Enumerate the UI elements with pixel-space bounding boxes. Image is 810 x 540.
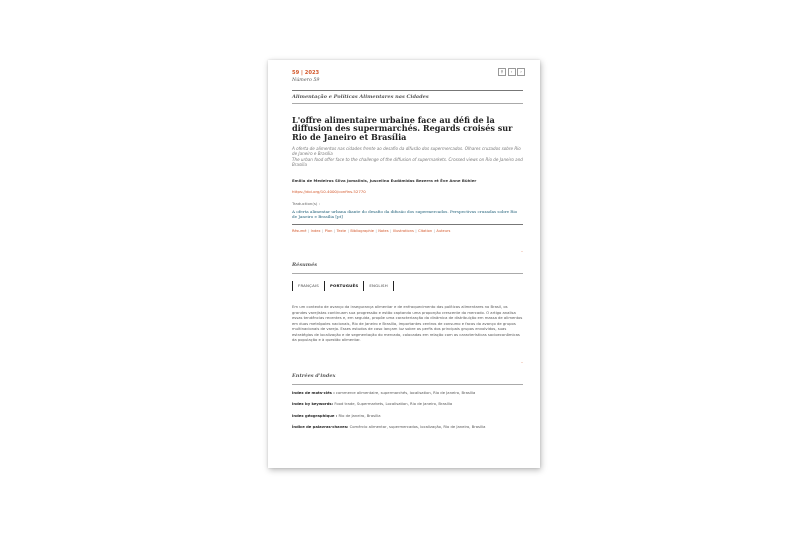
index-value[interactable]: Comércio alimentar, supermercados, localização, Rio de Janeiro, Brasília bbox=[349, 425, 486, 430]
menu-item-bibliographie[interactable]: Bibliographie bbox=[350, 229, 375, 234]
article-authors[interactable]: Emilia de Medeiros Silva Jomalinis, Juscelino Eudâmidas Bezerra et Ève Anne Bühler bbox=[292, 177, 477, 183]
section-title[interactable]: Alimentação e Políticas Alimentares nas Cidades bbox=[292, 94, 429, 100]
search-icon[interactable]: ⚲ bbox=[498, 68, 506, 76]
article-menu: Résumé | Index | Plan | Texte | Bibliographie | Notes | Illustrations | Citation | Auteurs bbox=[292, 224, 523, 233]
menu-item-plan[interactable]: Plan bbox=[324, 229, 333, 234]
index-label: Index de mots-clés : bbox=[292, 390, 335, 395]
alternate-titles bbox=[292, 146, 523, 168]
doi-link[interactable]: https://doi.org/10.4000/confins.52770 bbox=[292, 188, 366, 194]
abstract-text: Em um contexto de avanço da insegurança alimentar e de enfraquecimento das políticas alimentares no Brasil, os grandes varejistas continuam sua progressão e estão captando uma proporção crescente do mercado. O artigo analisa essas tendências recentes e, em seguida, propõe uma caracterização da dinâmica de distribuição em massa de alimentos em duas metrópoles nacionais, Rio de Janeiro e Brasília, importantes centros de consumo e facos do avanço de grupos multinacionais de varejo. Esses estudos de caso lançam luz sobre os perfis dos principais grupos envolvidos, suas estratégias de localização e de segmentação do mercado, colocadas em relação com as características socioeconômicas da população e à questão alimentar. bbox=[292, 305, 523, 343]
index-value[interactable]: commerce alimentaire, supermarchés, localisation, Rio de Janeiro, Brasília bbox=[335, 390, 476, 395]
menu-item-index[interactable]: Index bbox=[310, 229, 321, 234]
chevron-up-icon[interactable]: ˆ bbox=[521, 361, 523, 367]
index-label: Index by keywords: bbox=[292, 402, 334, 407]
page-content bbox=[292, 60, 523, 430]
translations-label: Traduction(s) : bbox=[292, 200, 320, 206]
chevron-up-icon[interactable]: ˆ bbox=[521, 251, 523, 257]
resume-title: Résumés bbox=[292, 262, 318, 269]
document-page bbox=[268, 60, 540, 468]
page-navigation bbox=[498, 68, 525, 76]
index-entry bbox=[292, 391, 523, 396]
index-heading bbox=[292, 362, 523, 385]
index-entry bbox=[292, 425, 523, 430]
menu-item-citation[interactable]: Citation bbox=[418, 229, 433, 234]
tab-francais[interactable]: FRANÇAIS bbox=[292, 281, 324, 291]
language-tabs bbox=[292, 281, 523, 291]
tab-portugues[interactable]: PORTUGUÊS bbox=[324, 281, 363, 291]
index-label: Índice de palavras-chaves: bbox=[292, 425, 349, 430]
tab-english[interactable]: ENGLISH bbox=[363, 281, 394, 291]
menu-item-notes[interactable]: Notes bbox=[378, 229, 389, 234]
index-label: Index géographique : bbox=[292, 413, 338, 418]
journal-header bbox=[292, 60, 523, 90]
menu-item-auteurs[interactable]: Auteurs bbox=[436, 229, 451, 234]
prev-icon[interactable]: ‹ bbox=[508, 68, 516, 76]
issue-number[interactable]: 59 | 2023 bbox=[292, 70, 320, 76]
alt-title-pt: A oferta de alimentos nas cidades frente ao desafio da difusão dos supermercados. Olhares cruzados sobre Rio de Janeiro e Brasília bbox=[292, 145, 521, 157]
resume-heading bbox=[292, 251, 523, 274]
next-icon[interactable]: › bbox=[517, 68, 525, 76]
article-title: L'offre alimentaire urbaine face au défi de la diffusion des supermarchés. Regards croisés sur Rio de Janeiro et Brasília bbox=[292, 115, 513, 142]
menu-item-resume[interactable]: Résumé bbox=[292, 229, 307, 234]
index-value[interactable]: Food trade, Supermarkets, Localisation, Rio de Janeiro, Brasília bbox=[334, 402, 453, 407]
translation-link[interactable]: A oferta alimentar urbana diante do desafio da difusão dos supermercados. Perspectivas cruzadas sobre Rio de Janeiro e Brasília [pt] bbox=[292, 208, 518, 219]
menu-item-illustrations[interactable]: Illustrations bbox=[392, 229, 414, 234]
index-value[interactable]: Rio de Janeiro, Brasília bbox=[338, 413, 381, 418]
issue-label: Número 59 bbox=[292, 78, 320, 83]
alt-title-en: The urban food offer face to the challenge of the diffusion of supermarkets. Crossed views on Rio de Janeiro and Brasília bbox=[292, 156, 523, 168]
divider bbox=[292, 103, 523, 104]
menu-item-texte[interactable]: Texte bbox=[336, 229, 347, 234]
index-entry bbox=[292, 402, 523, 407]
index-title: Entrées d'index bbox=[292, 372, 336, 379]
index-entry bbox=[292, 414, 523, 419]
